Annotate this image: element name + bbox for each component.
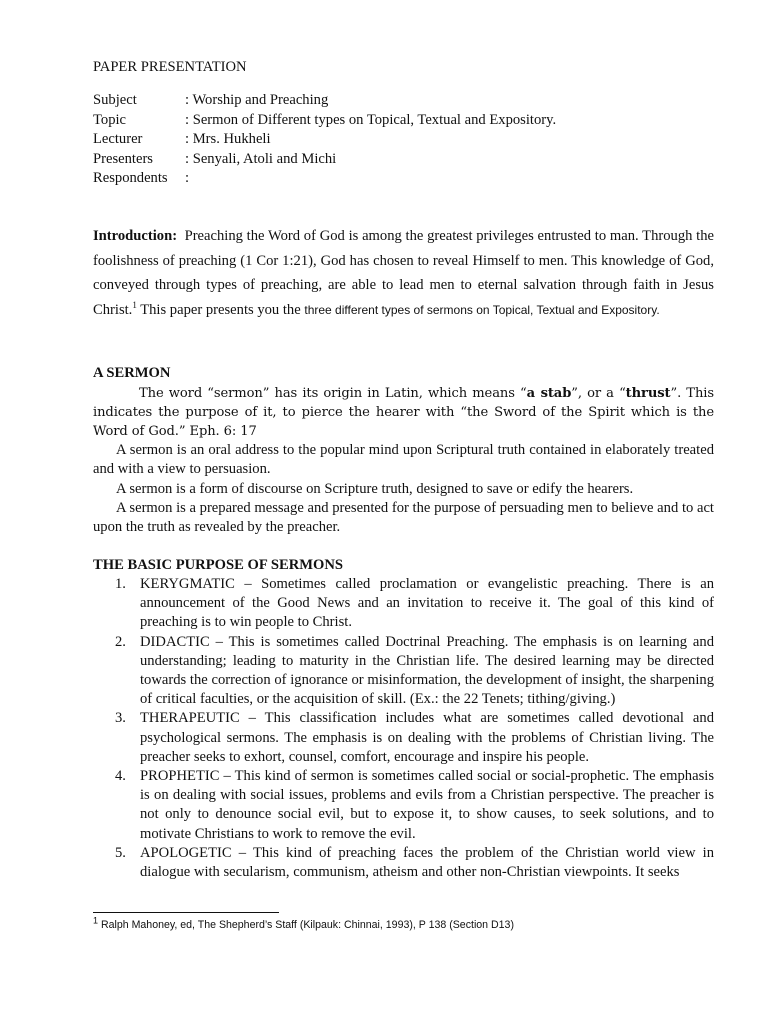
- header-row-topic: [93, 111, 714, 131]
- footnote-mark: 1: [93, 915, 99, 926]
- footnote: [93, 915, 514, 931]
- list-item: [93, 767, 714, 844]
- sermon-paragraph: A sermon is a form of discourse on Scripture truth, designed to save or edify the hearers.: [116, 480, 634, 497]
- sermon-text: The word “sermon” has its origin in Latin, which means “: [139, 386, 527, 401]
- footnote-reference[interactable]: 1: [132, 299, 137, 310]
- header-value: :: [185, 170, 190, 186]
- header-value: : Worship and Preaching: [185, 92, 329, 108]
- sermon-text: ”, or a “: [571, 386, 626, 401]
- sermon-definitions: [93, 441, 714, 537]
- header-key: Lecturer: [93, 131, 143, 147]
- introduction-emphasis: three different types of sermons on Topical, Textual and Expository.: [304, 302, 660, 317]
- list-number: 4.: [115, 768, 126, 785]
- section-heading-purposes: THE BASIC PURPOSE OF SERMONS: [93, 557, 344, 573]
- header-key: Subject: [93, 92, 137, 108]
- header-key: Topic: [93, 111, 127, 128]
- header-row-subject: [93, 91, 714, 111]
- list-item-text: PROPHETIC – This kind of sermon is sometimes called social or social-prophetic. The emphasis is on dealing with social issues, problems and evils from a Christian perspective. The preacher is not only to denounce social evil, but to expose it, to show causes, to seek solutions, and to motivate Christians to work to remove the evil.: [140, 768, 714, 842]
- sermon-emphasis-stab: a stab: [526, 386, 572, 401]
- list-item: [93, 709, 714, 767]
- header-row-respondents: [93, 169, 714, 189]
- list-number: 5.: [115, 844, 126, 861]
- list-item-text: DIDACTIC – This is sometimes called Doctrinal Preaching. The emphasis is on learning and understanding; leading to maturity in the Christian life. The desired learning may be directed towards the correction of ignorance or misinformation, the development of insight, the sharpening of critical faculties, or the acquisition of skill. (Ex.: the 22 Tenets; tithing/giving.): [140, 633, 714, 708]
- list-number: 3.: [115, 710, 126, 727]
- header-value: : Mrs. Hukheli: [185, 131, 271, 147]
- header-row-presenters: [93, 150, 714, 170]
- header-value: : Senyali, Atoli and Michi: [185, 150, 337, 167]
- sermon-text: ”. This indicates the purpose of it, to pierce the hearer with “the Sword of the Spirit which is the Word of God.” Eph. 6: 17: [93, 386, 714, 439]
- introduction-text: Preaching the Word of God is among the greatest privileges entrusted to man. Through the foolishness of preaching (1 Cor 1:21), God has chosen to reveal Himself to men. This knowledge of God, conveyed through types of preaching, are able to lead men to eternal salvation through faith in Jesus Christ.: [93, 228, 714, 318]
- list-item-text: THERAPEUTIC – This classification includes what are sometimes called devotional and psychological sermons. The emphasis is on dealing with the problems of Christian living. The preacher seeks to exhort, counsel, comfort, encourage and inspire his people.: [140, 710, 714, 765]
- footnote-divider: [93, 912, 279, 913]
- header-key: Presenters: [93, 150, 153, 167]
- list-number: 1.: [115, 576, 126, 592]
- introduction-text-cont: This paper presents you the: [136, 301, 305, 318]
- sermon-emphasis-thrust: thrust: [625, 386, 671, 401]
- list-item: [93, 633, 714, 710]
- page-title: PAPER PRESENTATION: [93, 59, 247, 75]
- header-value: : Sermon of Different types on Topical, Textual and Expository.: [185, 111, 557, 128]
- footnote-text: Ralph Mahoney, ed, The Shepherd’s Staff (Kilpauk: Chinnai, 1993), P 138 (Section D13): [98, 919, 514, 931]
- list-item: [93, 844, 714, 882]
- sermon-paragraph: [93, 384, 714, 441]
- introduction-section: [93, 224, 714, 322]
- list-item: [93, 575, 714, 633]
- introduction-label: Introduction:: [93, 228, 178, 244]
- sermon-definition-etymology: [93, 384, 714, 441]
- list-item-text: APOLOGETIC – This kind of preaching faces the problem of the Christian world view in dialogue with secularism, communism, atheism and other non-Christian viewpoints. It seeks: [140, 844, 714, 881]
- header-info: [93, 91, 714, 189]
- purposes-list: [93, 575, 714, 882]
- list-number: 2.: [115, 633, 126, 650]
- list-item-text: KERYGMATIC – Sometimes called proclamation or evangelistic preaching. There is an announcement of the Good News and an invitation to receive it. The goal of this kind of preaching is to win people to Christ.: [140, 576, 714, 631]
- header-row-lecturer: [93, 130, 714, 150]
- sermon-paragraph: A sermon is a prepared message and presented for the purpose of persuading men to believe and to act upon the truth as revealed by the preacher.: [93, 499, 714, 536]
- section-heading-sermon: A SERMON: [93, 365, 171, 381]
- introduction-paragraph: [93, 224, 714, 322]
- header-key: Respondents: [93, 170, 168, 186]
- sermon-paragraph: A sermon is an oral address to the popular mind upon Scriptural truth contained in elaborately treated and with a view to persuasion.: [93, 442, 714, 478]
